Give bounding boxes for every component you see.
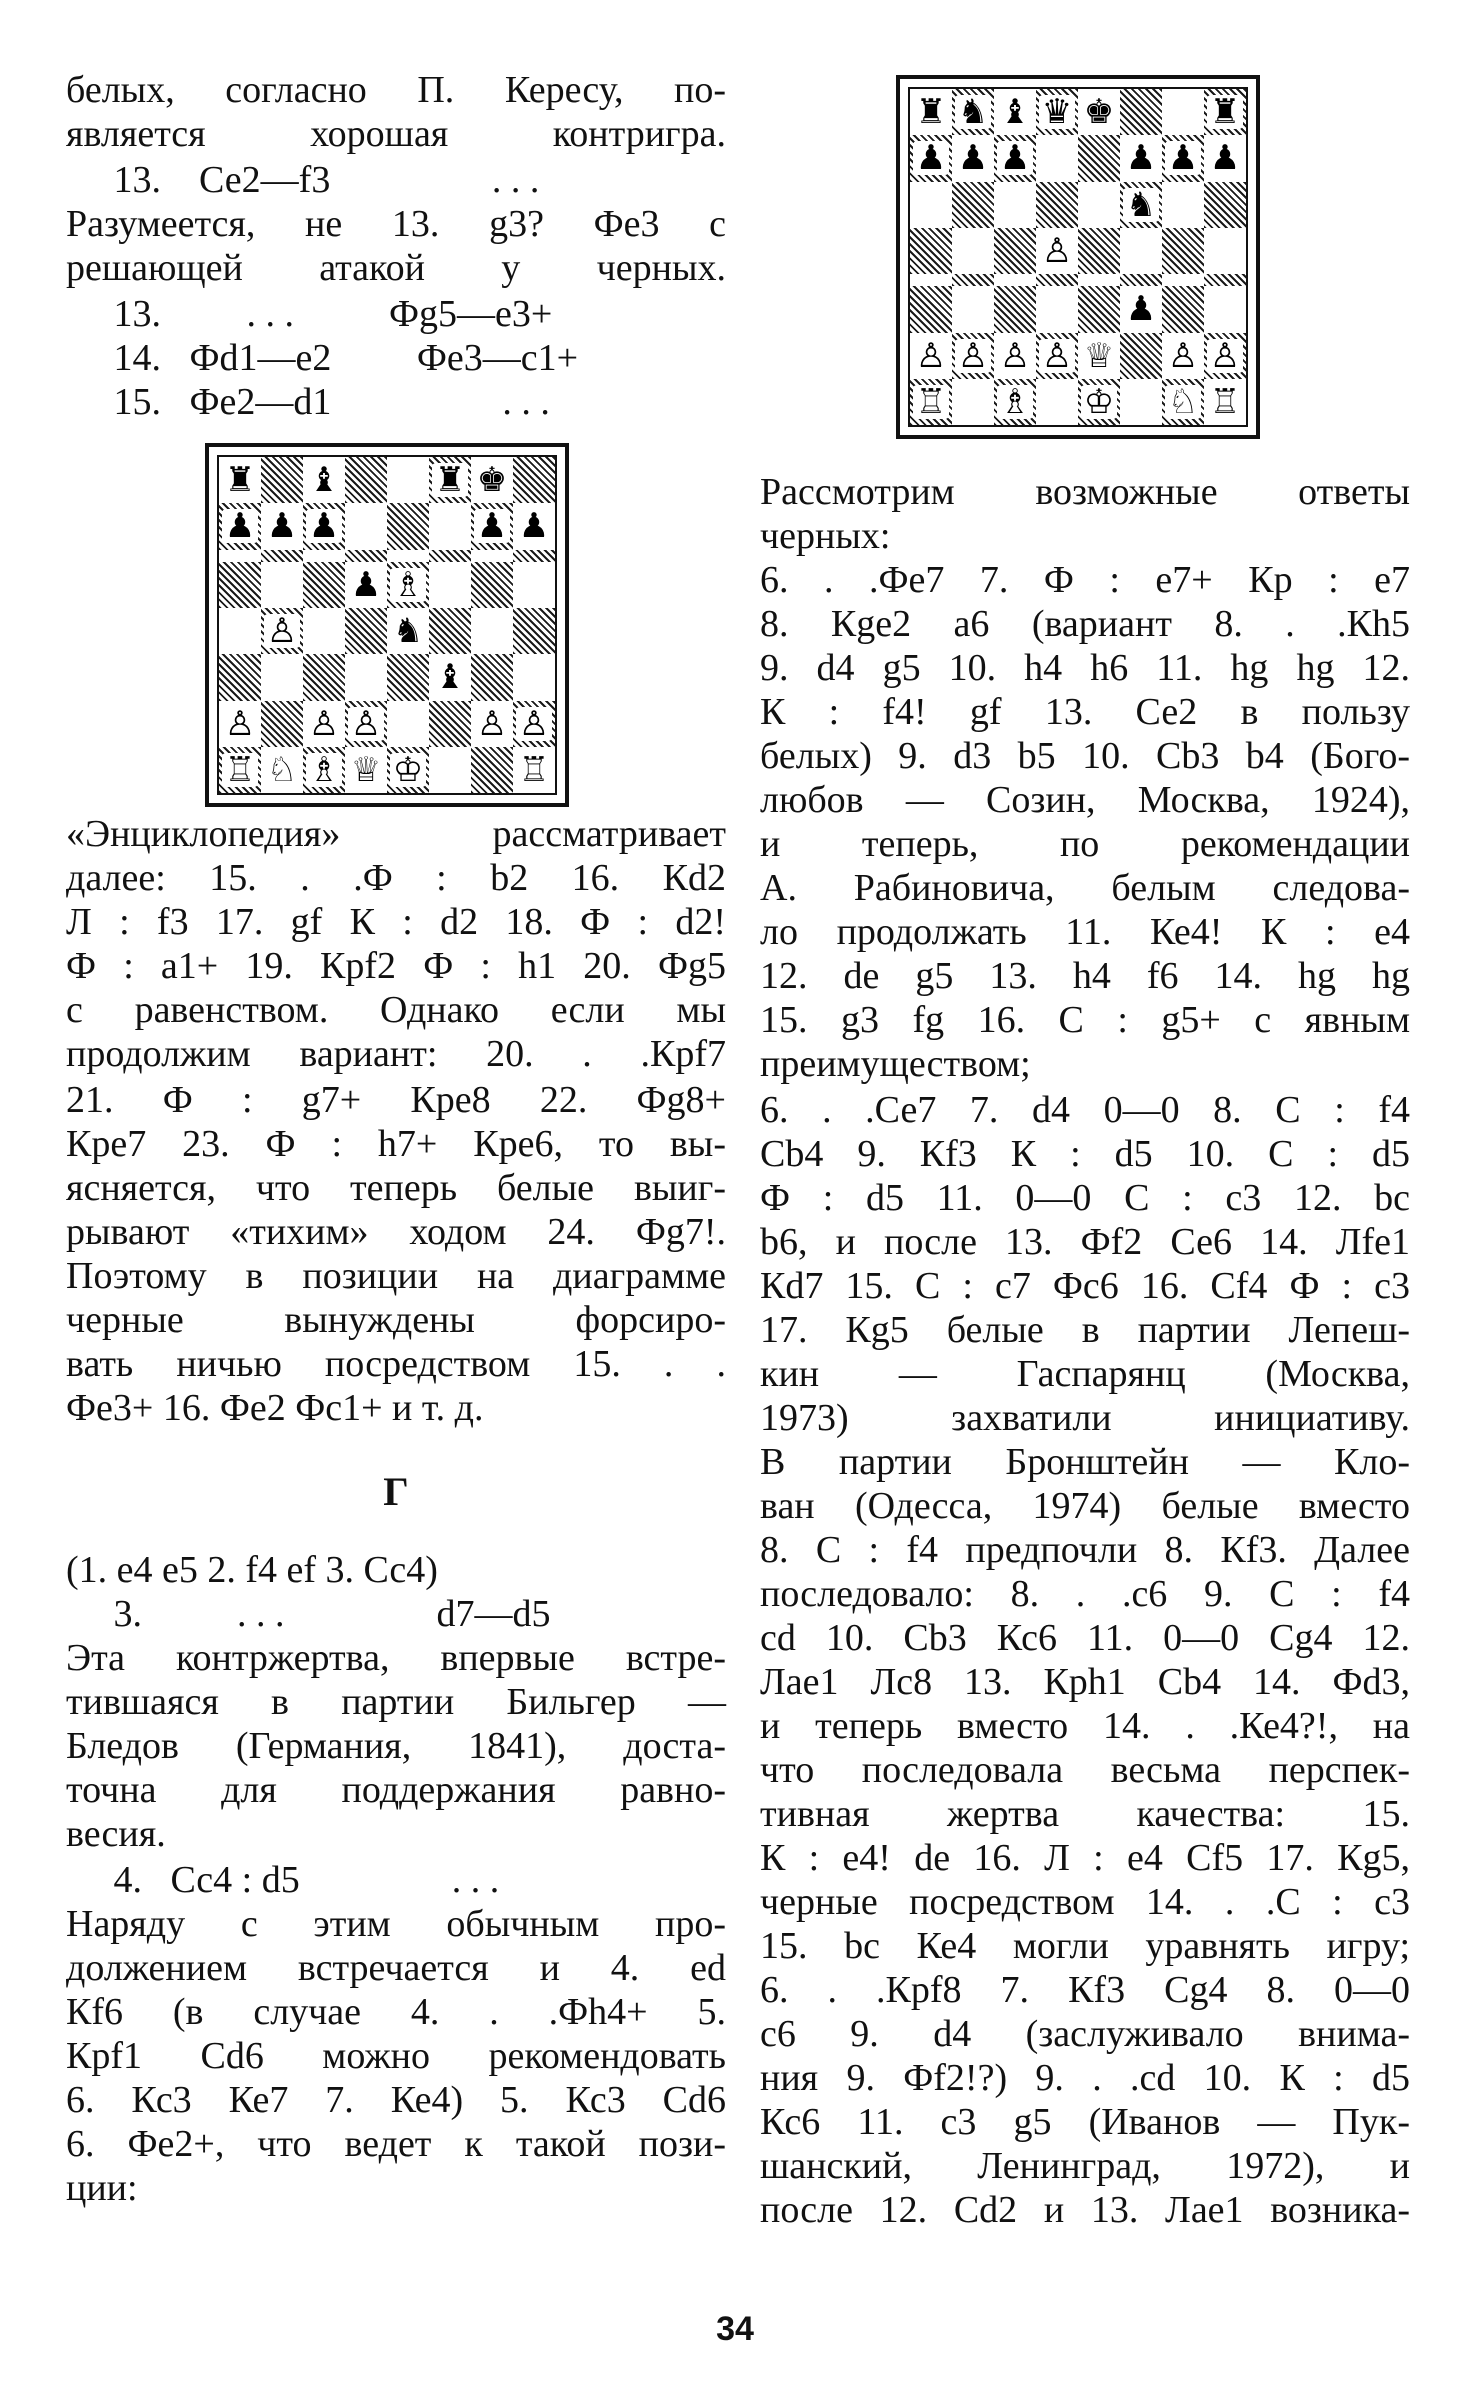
black-pawn-icon: ♟ [306,509,342,543]
text-line: 14. Фd1—e2 Фе3—c1+ [66,337,579,379]
text-line: далее: 15. . .Ф : b2 16. Кd2 [66,857,726,899]
board-square [429,701,471,747]
board-square [1162,182,1204,228]
text-line: белых, согласно П. Кересу, по- [66,69,726,111]
white-pawn-icon: ♙ [1039,339,1075,373]
board-square [513,654,555,700]
board-square [910,135,952,181]
text-line: 6. . .Фе7 7. Ф : е7+ Кр : е7 [760,559,1410,601]
text-line: Лае1 Лс8 13. Кph1 Сb4 14. Фd3, [760,1661,1410,1703]
board-square [471,562,513,608]
board-square [219,608,261,654]
board-square [471,654,513,700]
white-queen-icon: ♕ [1081,339,1117,373]
black-rook-icon: ♜ [432,463,468,497]
board-square [471,608,513,654]
text-line: 15. Фе2—d1 . . . [66,381,550,423]
board-square [261,608,303,654]
text-line: 6. Кс3 Ке7 7. Ке4) 5. Кс3 Сd6 [66,2079,726,2121]
board-square [345,608,387,654]
board-square [471,457,513,503]
board-square [429,457,471,503]
board-square [910,333,952,379]
white-pawn-icon: ♙ [913,339,949,373]
white-pawn-icon: ♙ [1207,339,1243,373]
white-pawn-icon: ♙ [264,614,300,648]
page-number: 34 [716,2310,754,2348]
text-line: 8. С : f4 предпочли 8. Кf3. Далее [760,1529,1410,1571]
text-line: 13. Се2—f3 . . . [66,159,540,201]
board-square [219,562,261,608]
board-square [261,550,303,562]
white-queen-icon: ♕ [348,753,384,787]
text-line: 3. . . . d7—d5 [66,1593,551,1635]
text-line: Ф : a1+ 19. Кpf2 Ф : h1 20. Фg5 [66,945,726,987]
board-square [994,333,1036,379]
board-square [910,89,952,135]
board-square [1078,379,1120,425]
text-line: ван (Одесса, 1974) белые вместо [760,1485,1410,1527]
text-line: 13. . . . Фg5—e3+ [66,293,553,335]
board-square [1078,333,1120,379]
board-square [952,333,994,379]
board-square [345,654,387,700]
white-bishop-icon: ♗ [390,568,426,602]
text-line: ния 9. Фf2!?) 9. . .cd 10. К : d5 [760,2057,1410,2099]
board-square [952,274,994,286]
text-line: 8. Кgе2 а6 (вариант 8. . .Кh5 [760,603,1410,645]
board-square [219,654,261,700]
black-rook-icon: ♜ [1207,95,1243,129]
board-square [261,747,303,793]
text-line: 12. de g5 13. h4 f6 14. hg hg [760,955,1410,997]
board-square [429,654,471,700]
text-line: К : е4! de 16. Л : е4 Сf5 17. Кg5, [760,1837,1410,1879]
board-square [219,701,261,747]
text-line: ясняется, что теперь белые выиг- [66,1167,726,1209]
text-line: преимуществом; [760,1043,1031,1085]
text-line: с равенством. Однако если мы [66,989,726,1031]
text-line: К : f4! gf 13. Се2 в пользу [760,691,1410,733]
board-square [471,503,513,549]
black-pawn-icon: ♟ [1123,141,1159,175]
board-square [303,747,345,793]
board-square [429,608,471,654]
board-square [994,89,1036,135]
black-pawn-icon: ♟ [348,568,384,602]
text-line: и теперь вместо 14. . .Ке4?!, на [760,1705,1410,1747]
board-square [1162,286,1204,332]
white-pawn-icon: ♙ [348,707,384,741]
white-knight-icon: ♘ [264,753,300,787]
white-pawn-icon: ♙ [516,707,552,741]
board-square [1120,182,1162,228]
black-knight-icon: ♞ [955,95,991,129]
text-line: тившаяся в партии Бильгер — [66,1681,726,1723]
section-heading: Г [383,1469,409,1514]
board-square [952,379,994,425]
board-square [910,274,952,286]
text-line: ции: [66,2167,138,2209]
text-line: 6. . .Се7 7. d4 0—0 8. С : f4 [760,1089,1410,1131]
text-line: кин — Гаспарянц (Москва, [760,1353,1410,1395]
text-line: Эта контржертва, впервые встре- [66,1637,726,1679]
board-square [387,503,429,549]
board-square [952,182,994,228]
board-square [429,562,471,608]
board-square [345,701,387,747]
black-pawn-icon: ♟ [955,141,991,175]
black-pawn-icon: ♟ [516,509,552,543]
text-line: с6 9. d4 (заслуживало внима- [760,2013,1410,2055]
white-rook-icon: ♖ [913,385,949,419]
board-square [513,747,555,793]
text-line: Кf6 (в случае 4. . .Фh4+ 5. [66,1991,726,2033]
text-line: 21. Ф : g7+ Кре8 22. Фg8+ [66,1079,726,1121]
black-knight-icon: ♞ [1123,188,1159,222]
board-square [1162,228,1204,274]
text-line: 6. Фе2+, что ведет к такой пози- [66,2123,726,2165]
text-line: последовало: 8. . .с6 9. С : f4 [760,1573,1410,1615]
board-square [387,701,429,747]
black-pawn-icon: ♟ [1123,292,1159,326]
text-line: шанский, Ленинград, 1972), и [760,2145,1410,2187]
white-king-icon: ♔ [390,753,426,787]
text-line: Фе3+ 16. Фе2 Фс1+ и т. д. [66,1387,484,1429]
black-king-icon: ♚ [474,463,510,497]
white-bishop-icon: ♗ [306,753,342,787]
board-square [994,135,1036,181]
board-square [994,379,1036,425]
text-line: после 12. Сd2 и 13. Лае1 возника- [760,2189,1410,2231]
board-square [952,286,994,332]
white-pawn-icon: ♙ [955,339,991,373]
board-square [1120,274,1162,286]
black-pawn-icon: ♟ [997,141,1033,175]
board-square [219,503,261,549]
board-square [1036,379,1078,425]
board-square [1204,333,1246,379]
text-line: рывают «тихим» ходом 24. Фg7!. [66,1211,726,1253]
text-line: В партии Бронштейн — Кло- [760,1441,1410,1483]
board-square [952,89,994,135]
text-line: черных: [760,515,891,557]
text-line: Кре7 23. Ф : h7+ Кре6, то вы- [66,1123,726,1165]
text-line: (1. е4 е5 2. f4 ef 3. Сс4) [66,1549,438,1591]
text-line: cd 10. Сb3 Кс6 11. 0—0 Сg4 12. [760,1617,1410,1659]
text-line: 15. bc Ке4 могли уравнять игру; [760,1925,1410,1967]
board-square [1036,286,1078,332]
text-line: решающей атакой у черных. [66,247,726,289]
board-square [513,550,555,562]
black-pawn-icon: ♟ [913,141,949,175]
white-rook-icon: ♖ [516,753,552,787]
board-square [1036,89,1078,135]
board-square [303,701,345,747]
white-king-icon: ♔ [1081,385,1117,419]
board-square [1204,182,1246,228]
board-square [513,562,555,608]
board-square [1078,274,1120,286]
text-line: весия. [66,1813,166,1855]
board-square [303,457,345,503]
board-square [261,503,303,549]
white-pawn-icon: ♙ [474,707,510,741]
board-square [1204,286,1246,332]
white-knight-icon: ♘ [1165,385,1201,419]
board-square [1162,333,1204,379]
board-square [387,457,429,503]
board-square [429,503,471,549]
black-rook-icon: ♜ [222,463,258,497]
board-square [513,608,555,654]
board-square [1204,379,1246,425]
text-line: 1973) захватили инициативу. [760,1397,1410,1439]
text-line: должением встречается и 4. ed [66,1947,726,1989]
board-square [994,286,1036,332]
board-square [471,550,513,562]
white-bishop-icon: ♗ [997,385,1033,419]
text-line: А. Рабиновича, белым следова- [760,867,1410,909]
board-square [1120,286,1162,332]
board-square [303,503,345,549]
board-square [513,457,555,503]
text-line: b6, и после 13. Фf2 Се6 14. Лfe1 [760,1221,1410,1263]
board-square [1120,135,1162,181]
board-square [1162,135,1204,181]
text-line: точна для поддержания равно- [66,1769,726,1811]
text-line: и теперь, по рекомендации [760,823,1410,865]
text-line: любов — Созин, Москва, 1924), [760,779,1410,821]
board-square [303,550,345,562]
text-line: вать ничью посредством 15. . . [66,1343,726,1385]
board-square [345,550,387,562]
chess-diagram-2 [896,75,1260,439]
board-square [910,286,952,332]
black-bishop-icon: ♝ [997,95,1033,129]
text-line: продолжим вариант: 20. . .Кpf7 [66,1033,726,1075]
text-line: Разумеется, не 13. g3? Фе3 с [66,203,726,245]
black-bishop-icon: ♝ [306,463,342,497]
board-square [219,550,261,562]
board-square [429,747,471,793]
text-line: «Энциклопедия» рассматривает [66,813,726,855]
board-square [261,701,303,747]
board-square [513,503,555,549]
board-square [429,550,471,562]
board-square [1036,135,1078,181]
board-square [994,274,1036,286]
text-line: Кс6 11. с3 g5 (Иванов — Пук- [760,2101,1410,2143]
text-line: является хорошая контригра. [66,113,726,155]
board-square [1120,89,1162,135]
black-bishop-icon: ♝ [432,660,468,694]
white-rook-icon: ♖ [1207,385,1243,419]
board-square [994,228,1036,274]
board-square [952,135,994,181]
text-line: 6. . .Кpf8 7. Кf3 Сg4 8. 0—0 [760,1969,1410,2011]
black-pawn-icon: ♟ [1165,141,1201,175]
board-square [1036,333,1078,379]
board-square [261,457,303,503]
board-square [1078,89,1120,135]
text-line: 9. d4 g5 10. h4 h6 11. hg hg 12. [760,647,1410,689]
board-square [1204,135,1246,181]
board-square [1162,379,1204,425]
white-pawn-icon: ♙ [222,707,258,741]
board-square [1036,228,1078,274]
board-square [387,747,429,793]
board-square [1120,379,1162,425]
board-square [1204,228,1246,274]
board-square [387,550,429,562]
board-square [1120,333,1162,379]
board-square [303,562,345,608]
board-square [1078,286,1120,332]
board-square [1204,89,1246,135]
board-square [387,608,429,654]
board-square [1162,89,1204,135]
board-square [1036,182,1078,228]
board-square [910,182,952,228]
black-pawn-icon: ♟ [1207,141,1243,175]
board-square [513,701,555,747]
text-line: Сb4 9. Кf3 К : d5 10. С : d5 [760,1133,1410,1175]
white-pawn-icon: ♙ [306,707,342,741]
text-line: 17. Кg5 белые в партии Лепеш- [760,1309,1410,1351]
black-knight-icon: ♞ [390,614,426,648]
board-square [1162,274,1204,286]
black-pawn-icon: ♟ [222,509,258,543]
black-rook-icon: ♜ [913,95,949,129]
text-line: Ф : d5 11. 0—0 С : c3 12. bc [760,1177,1410,1219]
board-square [303,654,345,700]
white-pawn-icon: ♙ [1039,234,1075,268]
text-line: черные посредством 14. . .С : с3 [760,1881,1410,1923]
text-line: Кpf1 Сd6 можно рекомендовать [66,2035,726,2077]
black-pawn-icon: ♟ [474,509,510,543]
board-square [952,228,994,274]
board-square [1078,135,1120,181]
board-square [303,608,345,654]
text-line: Кd7 15. С : с7 Фс6 16. Сf4 Ф : с3 [760,1265,1410,1307]
text-line: белых) 9. d3 b5 10. Сb3 b4 (Бого- [760,735,1410,777]
white-pawn-icon: ♙ [1165,339,1201,373]
chess-diagram-1 [205,443,569,807]
black-pawn-icon: ♟ [264,509,300,543]
board-square [994,182,1036,228]
black-king-icon: ♚ [1081,95,1117,129]
text-line: черные вынуждены форсиро- [66,1299,726,1341]
text-line: Л : f3 17. gf К : d2 18. Ф : d2! [66,901,726,943]
board-square [219,747,261,793]
board-square [471,701,513,747]
board-square [1120,228,1162,274]
black-queen-icon: ♛ [1039,95,1075,129]
board-square [1204,274,1246,286]
board-square [345,503,387,549]
text-line: Рассмотрим возможные ответы [760,471,1410,513]
board-square [261,562,303,608]
board-square [219,457,261,503]
board-square [1078,228,1120,274]
board-square [471,747,513,793]
text-line: ло продолжать 11. Ке4! К : е4 [760,911,1410,953]
board-square [910,379,952,425]
board-square [1078,182,1120,228]
text-line: 15. g3 fg 16. С : g5+ с явным [760,999,1410,1041]
board-square [345,562,387,608]
text-line: 4. Сс4 : d5 . . . [66,1859,500,1901]
text-line: что последовала весьма перспек- [760,1749,1410,1791]
white-rook-icon: ♖ [222,753,258,787]
board-square [345,457,387,503]
text-line: Бледов (Германия, 1841), доста- [66,1725,726,1767]
white-pawn-icon: ♙ [997,339,1033,373]
board-square [387,562,429,608]
board-square [261,654,303,700]
text-line: Наряду с этим обычным про- [66,1903,726,1945]
board-square [387,654,429,700]
board-square [910,228,952,274]
board-square [1036,274,1078,286]
text-line: Поэтому в позиции на диаграмме [66,1255,726,1297]
board-square [345,747,387,793]
text-line: тивная жертва качества: 15. [760,1793,1410,1835]
